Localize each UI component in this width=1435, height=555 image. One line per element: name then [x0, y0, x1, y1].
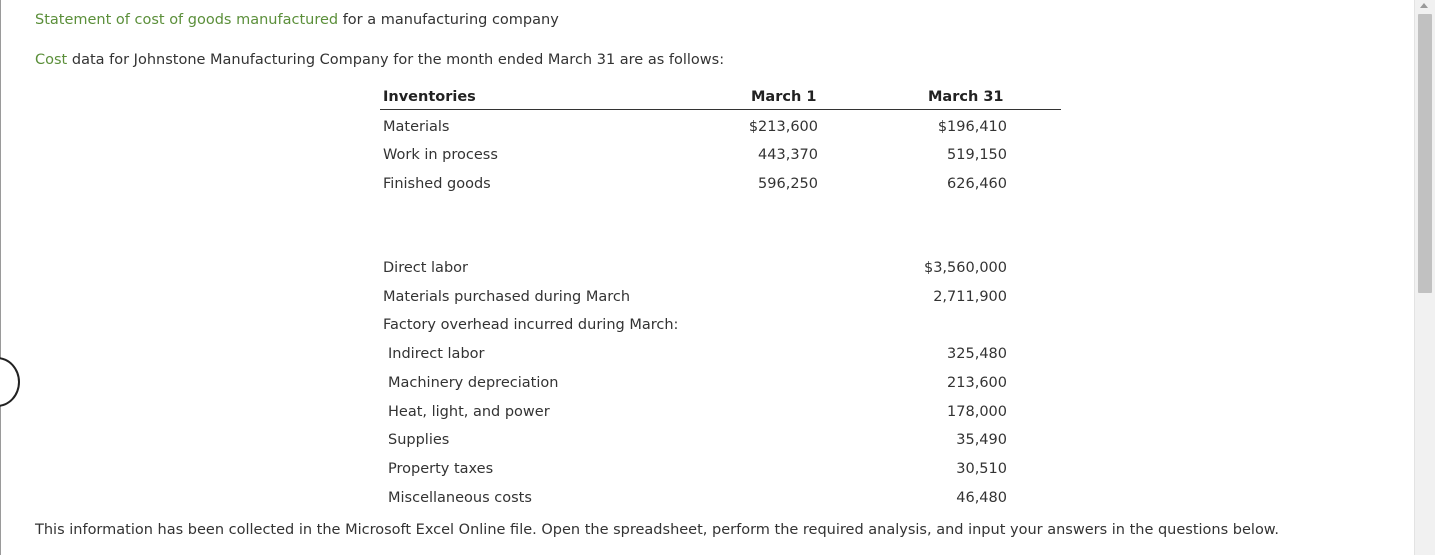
previous-circle-button[interactable]: [0, 357, 20, 407]
header-march-31: March 31: [928, 89, 1004, 105]
overhead-label-indirect-labor: Indirect labor: [388, 346, 485, 362]
overhead-value-supplies: 35,490: [956, 432, 1007, 448]
inventory-label-finished-goods: Finished goods: [383, 176, 491, 192]
overhead-label-property-taxes: Property taxes: [388, 461, 494, 477]
overhead-value-miscellaneous-costs: 46,480: [956, 490, 1007, 506]
vertical-scrollbar[interactable]: [1414, 0, 1435, 555]
intro-heading: [35, 12, 559, 28]
inventory-materials-march31: $196,410: [937, 119, 1007, 135]
instructions-text: This information has been collected in the Microsoft Excel Online file. Open the spreadsheet, perform the required analysis, and input your answers in the questions below.: [35, 522, 1279, 538]
overhead-value-property-taxes: 30,510: [956, 461, 1007, 477]
inventory-label-work-in-process: Work in process: [383, 147, 498, 163]
scrollbar-thumb[interactable]: [1418, 14, 1432, 293]
overhead-value-heat-light-power: 178,000: [947, 404, 1007, 420]
header-inventories: Inventories: [383, 89, 476, 105]
cost-label-direct-labor: Direct labor: [383, 260, 468, 276]
inventory-label-materials: Materials: [383, 119, 450, 135]
inventory-finished-march31: 626,460: [947, 176, 1007, 192]
inventory-finished-march1: 596,250: [758, 176, 818, 192]
cost-statement-link[interactable]: Statement of cost of goods manufactured: [35, 12, 339, 28]
inventory-wip-march1: 443,370: [758, 147, 818, 163]
cost-value-materials-purchased: 2,711,900: [933, 289, 1007, 305]
cost-label-factory-overhead: Factory overhead incurred during March:: [383, 317, 679, 333]
overhead-label-miscellaneous-costs: Miscellaneous costs: [388, 490, 532, 506]
intro-description-rest: data for Johnstone Manufacturing Company for the month ended March 31 are as follows:: [67, 52, 725, 68]
overhead-label-supplies: Supplies: [388, 432, 450, 448]
cost-link[interactable]: Cost: [35, 52, 68, 68]
header-march-1: March 1: [751, 89, 817, 105]
cost-value-direct-labor: $3,560,000: [923, 260, 1007, 276]
overhead-label-heat-light-power: Heat, light, and power: [388, 404, 550, 420]
inventory-wip-march31: 519,150: [947, 147, 1007, 163]
left-border: [0, 0, 1, 555]
header-rule: [380, 109, 1061, 110]
overhead-value-indirect-labor: 325,480: [947, 346, 1007, 362]
overhead-value-machinery-depreciation: 213,600: [947, 375, 1007, 391]
overhead-label-machinery-depreciation: Machinery depreciation: [388, 375, 559, 391]
cost-label-materials-purchased: Materials purchased during March: [383, 289, 631, 305]
intro-description: [35, 52, 724, 68]
inventory-materials-march1: $213,600: [748, 119, 818, 135]
intro-heading-rest: for a manufacturing company: [338, 12, 559, 28]
scroll-up-arrow-icon[interactable]: [1420, 3, 1428, 8]
